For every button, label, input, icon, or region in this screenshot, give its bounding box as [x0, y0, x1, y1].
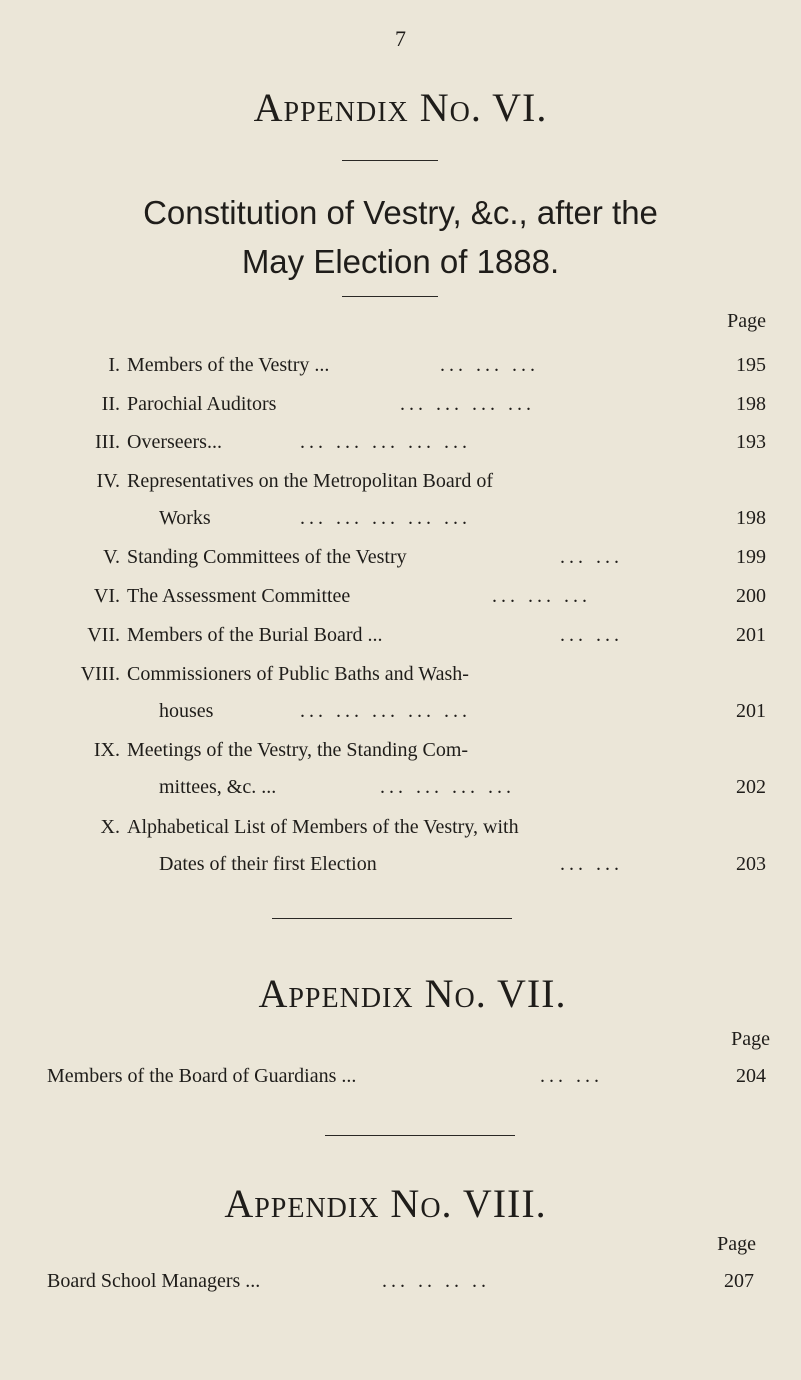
entry-text: Board School Managers ...	[47, 1270, 261, 1292]
entry-text-continuation: Works	[159, 507, 211, 529]
entry-text: The Assessment Committee	[127, 585, 351, 607]
entry-number: V.	[103, 546, 120, 568]
toc-entry	[0, 544, 801, 570]
appendix-vii-title: Appendix No. VII.	[258, 971, 567, 1016]
toc-entry	[0, 352, 801, 378]
appendix-vi-subtitle-line1: Constitution of Vestry, &c., after the	[143, 194, 658, 231]
entry-page: 199	[736, 546, 766, 568]
entry-page: 201	[736, 624, 766, 646]
leader-dots: ... ... ... ...	[400, 393, 535, 415]
leader-dots: ... ... ... ...	[380, 776, 515, 798]
leader-dots: ... ... ... ... ...	[300, 700, 471, 722]
leader-dots: ... ...	[560, 546, 623, 568]
leader-dots: ... ... ... ... ...	[300, 431, 471, 453]
entry-text: Meetings of the Vestry, the Standing Com-	[127, 739, 469, 761]
entry-number: II.	[101, 393, 120, 415]
entry-text-continuation: Dates of their first Election	[159, 853, 377, 875]
entry-text-continuation: houses	[159, 700, 214, 722]
leader-dots: ... ... ...	[492, 585, 591, 607]
entry-page: 203	[736, 853, 766, 875]
leader-dots: ... ... ... ... ...	[300, 507, 471, 529]
toc-entry	[0, 1063, 801, 1089]
entry-number: VIII.	[80, 663, 120, 685]
entry-page: 201	[736, 700, 766, 722]
divider-rule	[342, 160, 438, 161]
page-column-header: Page	[717, 1233, 756, 1255]
entry-text: Commissioners of Public Baths and Wash-	[127, 663, 469, 685]
page-column-header: Page	[727, 310, 766, 332]
entry-text: Parochial Auditors	[127, 393, 277, 415]
toc-entry	[0, 583, 801, 609]
page-column-header: Page	[731, 1028, 770, 1050]
entry-number: VI.	[93, 585, 120, 607]
leader-dots: ... .. .. ..	[382, 1270, 490, 1292]
entry-text: Standing Committees of the Vestry	[127, 546, 407, 568]
appendix-vi-title: Appendix No. VI.	[253, 85, 548, 130]
toc-entry	[0, 661, 801, 721]
entry-page: 193	[736, 431, 766, 453]
entry-page: 200	[736, 585, 766, 607]
entry-text: Overseers...	[127, 431, 222, 453]
divider-rule	[342, 296, 438, 297]
entry-number: I.	[108, 354, 120, 376]
entry-page: 204	[736, 1065, 766, 1087]
entry-text: Members of the Burial Board ...	[127, 624, 383, 646]
entry-page: 202	[736, 776, 766, 798]
toc-entry	[0, 814, 801, 874]
entry-number: VII.	[87, 624, 120, 646]
entry-number: X.	[100, 816, 120, 838]
page-number: 7	[395, 26, 406, 51]
leader-dots: ... ... ...	[440, 354, 539, 376]
entry-page: 198	[736, 393, 766, 415]
toc-entry	[0, 468, 801, 528]
section-divider	[272, 918, 512, 919]
entry-text: Members of the Board of Guardians ...	[47, 1065, 357, 1087]
entry-text-continuation: mittees, &c. ...	[159, 776, 277, 798]
entry-page: 207	[724, 1270, 754, 1292]
entry-text: Representatives on the Metropolitan Board of	[127, 470, 494, 492]
toc-entry	[0, 429, 801, 455]
entry-number: III.	[95, 431, 120, 453]
leader-dots: ... ...	[560, 624, 623, 646]
entry-number: IX.	[93, 739, 120, 761]
entry-page: 198	[736, 507, 766, 529]
toc-entry	[0, 737, 801, 797]
entry-number: IV.	[96, 470, 120, 492]
appendix-viii-title: Appendix No. VIII.	[224, 1181, 547, 1226]
section-divider	[325, 1135, 515, 1136]
entry-page: 195	[736, 354, 766, 376]
appendix-vi-subtitle-line2: May Election of 1888.	[241, 243, 560, 280]
entry-text: Alphabetical List of Members of the Vestry, with	[127, 816, 519, 838]
leader-dots: ... ...	[540, 1065, 603, 1087]
toc-entry	[0, 391, 801, 417]
toc-entry	[0, 622, 801, 648]
leader-dots: ... ...	[560, 853, 623, 875]
entry-text: Members of the Vestry ...	[127, 354, 330, 376]
toc-entry	[0, 1268, 801, 1294]
